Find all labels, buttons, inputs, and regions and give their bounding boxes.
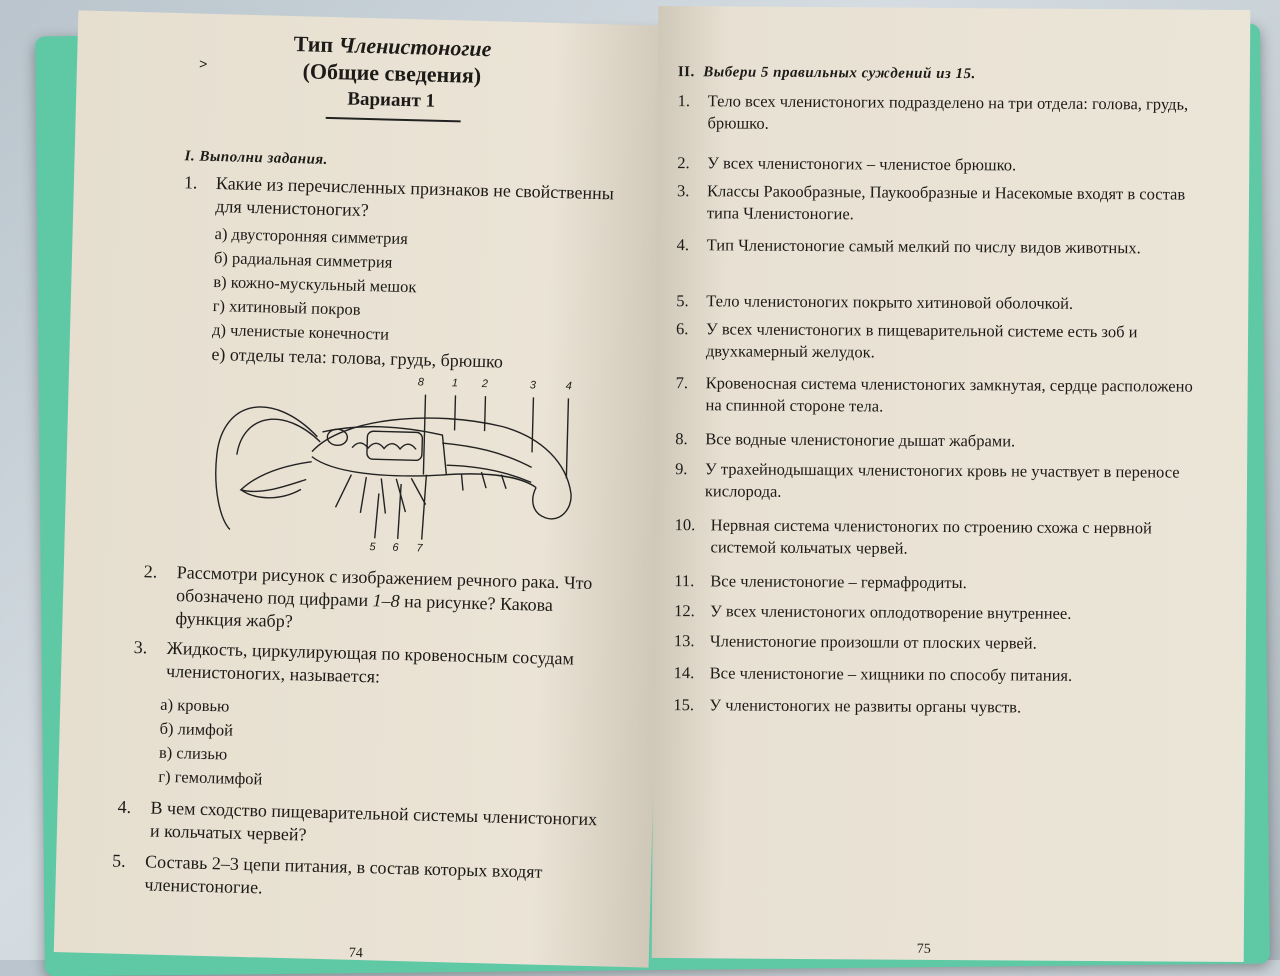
option: д) членистые конечности — [211, 319, 390, 344]
statement-number: 12. — [674, 601, 695, 621]
statement-text: Все членистоногие – гермафродиты. — [710, 571, 967, 593]
legs — [335, 474, 426, 514]
statement — [676, 290, 1196, 316]
section-heading-1: I. Выполни задания. — [184, 148, 329, 168]
statement-text: Нервная система членистоногих по строению схожа с нервной системой кольчатых червей. — [710, 515, 1152, 558]
question-text: Составь 2–3 цепи питания, в состав которых входят членистоногие. — [144, 851, 543, 898]
statement — [674, 570, 1194, 596]
option: е) отделы тела: голова, грудь, брюшко — [211, 343, 504, 372]
question-text — [175, 561, 624, 642]
statement-text: Тело членистоногих покрыто хитиновой оболочкой. — [706, 291, 1074, 313]
statement-number: 2. — [677, 153, 690, 173]
crayfish-figure — [199, 359, 584, 564]
statement-number: 9. — [675, 459, 688, 479]
question-4 — [117, 796, 608, 855]
statement — [677, 152, 1197, 178]
figure-label: 2 — [481, 378, 489, 391]
question-text: В чем сходство пищеварительной системы членистоногих и кольчатых червей? — [149, 797, 598, 845]
statement-text: Членистоногие произошли от плоских червей. — [709, 631, 1037, 653]
q2-part-a: Рассмотри рисунок с изображением речного рака. — [176, 562, 560, 593]
statement-number: 14. — [673, 663, 695, 683]
statement-number: 7. — [675, 373, 689, 393]
statement-number: 8. — [675, 429, 688, 449]
option: г) гемолимфой — [158, 766, 263, 789]
antenna-line — [214, 406, 318, 532]
option: в) кожно-мускульный мешок — [213, 272, 417, 297]
q2-part-c: на рисунке? Какова функция жабр? — [175, 590, 554, 632]
title-variant: Вариант 1 — [347, 88, 436, 112]
statement — [674, 600, 1194, 626]
option: г) хитиновый покров — [212, 295, 361, 319]
figure-label: 7 — [416, 542, 423, 555]
question-number: 4. — [117, 796, 132, 818]
statement-text: Кровеносная система членистоногих замкнутая, сердце расположено на спинной стороне тела. — [705, 373, 1193, 416]
option: а) кровью — [160, 694, 230, 716]
statement — [677, 180, 1197, 228]
question-number: 3. — [133, 637, 148, 658]
statement — [674, 662, 1194, 688]
figure-label: 8 — [417, 376, 425, 389]
title-subtitle: (Общие сведения) — [302, 58, 482, 88]
question-number: 1. — [183, 172, 198, 193]
statement-text: У членистоногих не развиты органы чувств. — [709, 695, 1022, 717]
statement — [675, 458, 1195, 506]
statement-text: Тело всех членистоногих подразделено на три отдела: голова, грудь, брюшко. — [707, 91, 1189, 133]
page-number: 75 — [916, 941, 931, 957]
intestine — [442, 443, 533, 467]
statement-text: У трахейнодышащих членистоногих кровь не участвует в переносе кислорода. — [704, 459, 1180, 501]
claw — [241, 460, 312, 493]
figure-label: 4 — [565, 380, 573, 393]
option: а) двусторонняя симметрия — [214, 224, 409, 249]
stomach — [367, 431, 423, 460]
section-heading-2 — [678, 64, 1218, 85]
figure-label: 1 — [451, 377, 459, 390]
gills — [352, 443, 416, 450]
q2-part-b: Что обозначено под цифрами — [175, 572, 593, 611]
page-title — [226, 28, 558, 118]
question-1 — [183, 171, 634, 229]
statement — [676, 318, 1196, 366]
section-number: II. — [677, 64, 695, 81]
question-number: 5. — [111, 850, 126, 871]
statement-number: 10. — [674, 515, 696, 535]
question-text: Жидкость, циркулирующая по кровеносным сосудам членистоногих, называется: — [165, 637, 575, 687]
statement — [674, 514, 1194, 562]
statement-number: 5. — [676, 291, 689, 311]
title-rule — [326, 117, 461, 123]
statement-number: 15. — [673, 695, 695, 715]
figure-label: 5 — [369, 541, 376, 554]
figure-label: 6 — [392, 541, 399, 554]
page-number: 74 — [348, 945, 364, 962]
statement-number: 1. — [677, 91, 691, 111]
statement-number: 4. — [676, 235, 690, 255]
statement-number: 11. — [674, 571, 695, 591]
option: б) радиальная симметрия — [213, 248, 393, 272]
margin-mark: > — [198, 55, 208, 72]
q2-range: 1–8 — [372, 590, 400, 611]
statement — [675, 428, 1195, 454]
crayfish-drawing — [199, 359, 584, 564]
statement — [677, 90, 1197, 138]
question-text: Какие из перечисленных признаков не свойственны для членистоногих? — [215, 173, 615, 221]
statement-text: У всех членистоногих оплодотворение внутреннее. — [710, 601, 1072, 623]
question-2 — [142, 560, 624, 642]
statement-text: Тип Членистоногие самый мелкий по числу видов животных. — [706, 235, 1141, 258]
statement — [674, 630, 1194, 656]
statement-text: Классы Ракообразные, Паукообразные и Насекомые входят в состав типа Членистоногие. — [706, 181, 1186, 224]
statement-text: Все водные членистоногие дышат жабрами. — [705, 429, 1016, 451]
statement-text: Все членистоногие – хищники по способу питания. — [709, 663, 1073, 685]
title-prefix: Тип — [293, 31, 334, 58]
statement — [677, 234, 1197, 260]
question-3-options — [158, 693, 264, 792]
question-number: 2. — [143, 561, 158, 582]
left-page — [54, 10, 673, 967]
statement-number: 6. — [676, 319, 689, 339]
antenna-line-2 — [237, 418, 321, 457]
statement — [673, 694, 1193, 720]
figure-label: 3 — [529, 379, 537, 392]
statement-number: 3. — [676, 181, 690, 201]
question-1-options — [211, 222, 635, 377]
section-text: Выбери 5 правильных суждений из 15. — [703, 64, 976, 83]
statement-text: У всех членистоногих – членистое брюшко. — [707, 153, 1017, 175]
statement-number: 13. — [673, 631, 695, 651]
question-5 — [111, 850, 602, 909]
statement — [675, 372, 1195, 420]
question-3 — [133, 636, 614, 695]
right-page — [652, 6, 1251, 962]
option: б) лимфой — [159, 718, 234, 740]
option: в) слизью — [158, 742, 228, 764]
statement-text: У всех членистоногих в пищеварительной системе есть зоб и двухкамерный желудок. — [705, 319, 1138, 362]
body-outline — [310, 415, 573, 520]
title-italic: Членистоногие — [338, 32, 492, 62]
